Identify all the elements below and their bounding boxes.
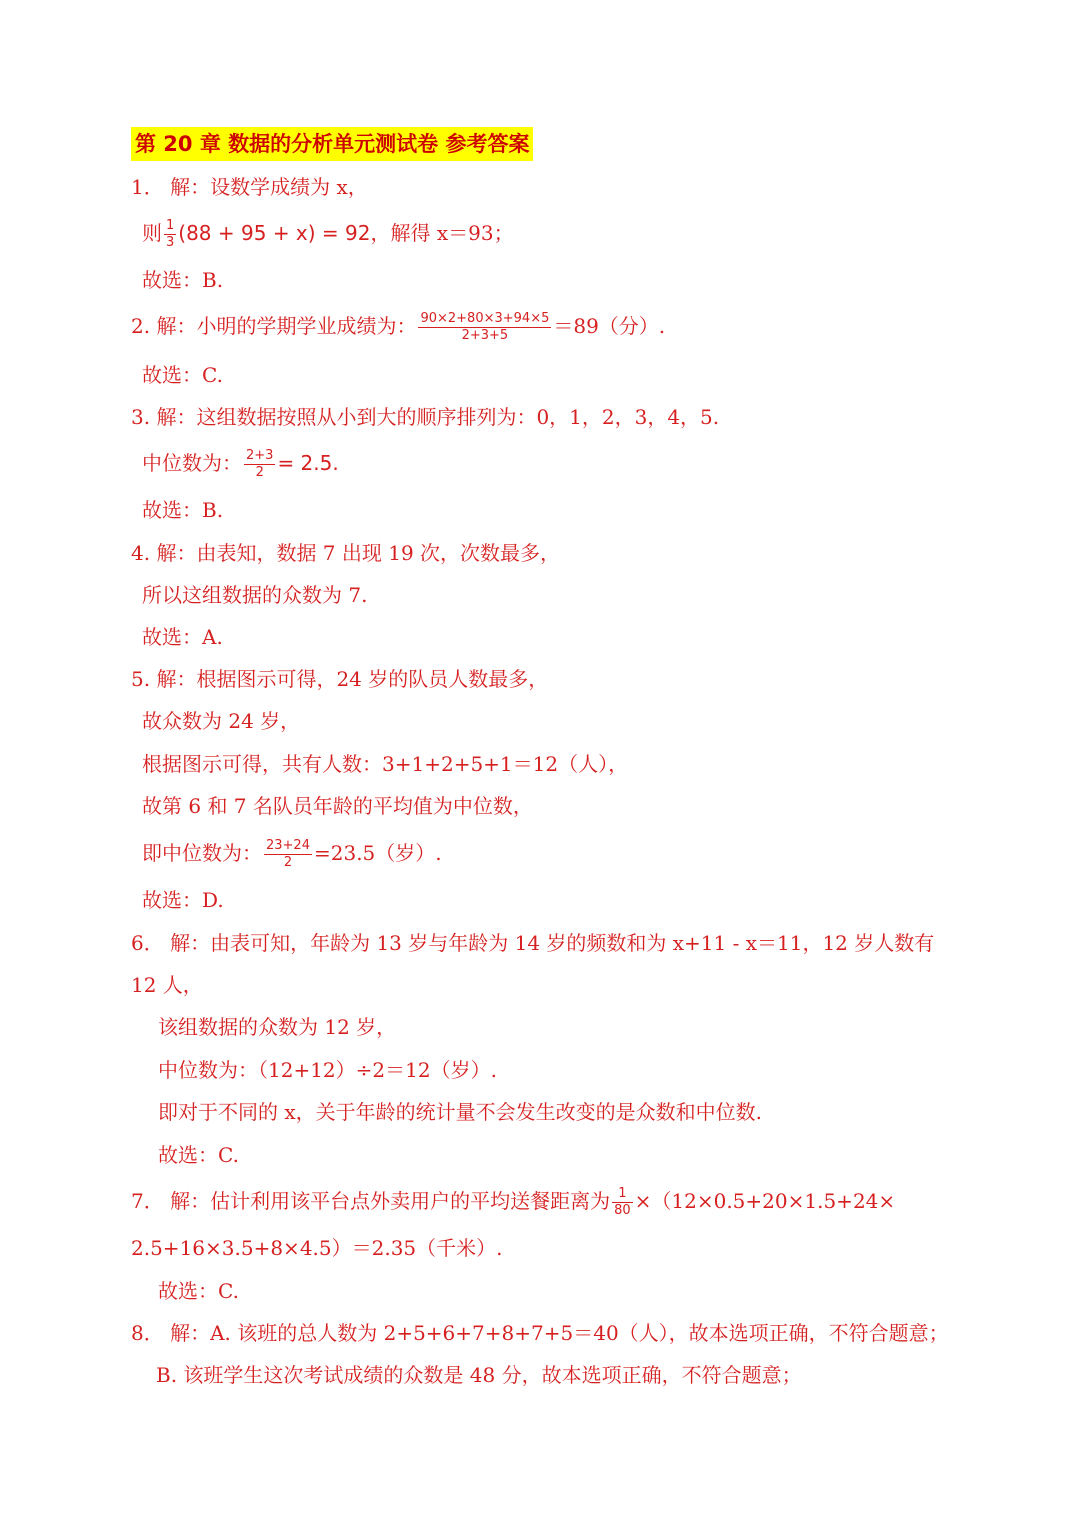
- q1-choice: 故选：B.: [142, 268, 224, 292]
- q5-line3: 根据图示可得，共有人数：3+1+2+5+1＝12（人），: [142, 752, 629, 776]
- q4-line2: 所以这组数据的众数为 7.: [142, 583, 368, 607]
- q1-line1: 1． 解：设数学成绩为 x，: [131, 175, 368, 199]
- q7-tail: ×（12×0.5+20×1.5+24×: [634, 1189, 896, 1213]
- q2-tail: ＝89（分）.: [553, 314, 666, 338]
- q7-frac-num: 1: [612, 1186, 633, 1203]
- q1-prefix: 则: [142, 221, 162, 245]
- q6-choice: 故选：C.: [158, 1143, 239, 1167]
- q6-line5: 即对于不同的 x，关于年龄的统计量不会发生改变的是众数和中位数.: [158, 1100, 762, 1124]
- q5-fraction: [264, 838, 312, 871]
- q7-line2: 2.5+16×3.5+8×4.5）＝2.35（千米）.: [131, 1236, 503, 1260]
- q2-frac-num: 90×2+80×3+94×5: [420, 311, 550, 326]
- q3-line2: [142, 448, 339, 481]
- q2-fraction: [418, 311, 551, 344]
- q1-frac-den: 3: [166, 235, 175, 250]
- q1-line2: [142, 218, 514, 251]
- q5-line4: 故第 6 和 7 名队员年龄的平均值为中位数，: [142, 794, 533, 818]
- q5-line1: 5. 解：根据图示可得，24 岁的队员人数最多，: [131, 667, 549, 691]
- q7-fraction: [612, 1186, 633, 1219]
- q8-line1: 8． 解：A. 该班的总人数为 2+5+6+7+8+7+5＝40（人），故本选项正确，不符合题意；: [131, 1321, 949, 1345]
- q1-frac-num: 1: [166, 218, 175, 233]
- q4-choice: 故选：A.: [142, 625, 223, 649]
- q3-frac-num: 2+3: [246, 448, 274, 463]
- q3-fraction: [244, 448, 275, 481]
- q3-line1: 3. 解：这组数据按照从小到大的顺序排列为：0，1，2，3，4，5.: [131, 405, 720, 429]
- page-title: 第 20 章 数据的分析单元测试卷 参考答案: [131, 127, 533, 161]
- q2-prefix: 2. 解：小明的学期学业成绩为：: [131, 314, 417, 338]
- q3-choice: 故选：B.: [142, 498, 224, 522]
- q6-line3: 该组数据的众数为 12 岁，: [158, 1015, 397, 1039]
- q7-frac-den: 80: [614, 1203, 631, 1218]
- q6-line1: 6． 解：由表可知，年龄为 13 岁与年龄为 14 岁的频数和为 x+11 - x＝11，12 岁人数有: [131, 931, 935, 955]
- q5-line5: [142, 838, 442, 871]
- q6-line2: 12 人，: [131, 973, 203, 997]
- q2-line1: [131, 311, 665, 344]
- q2-frac-den: 2+3+5: [461, 328, 509, 343]
- q4-line1: 4. 解：由表知，数据 7 出现 19 次，次数最多，: [131, 541, 561, 565]
- q5-line2: 故众数为 24 岁，: [142, 709, 301, 733]
- q3-prefix: 中位数为：: [142, 451, 242, 475]
- q3-frac-den: 2: [255, 465, 264, 480]
- q3-tail: = 2.5.: [277, 451, 339, 475]
- q8-line2: B. 该班学生这次考试成绩的众数是 48 分，故本选项正确，不符合题意；: [156, 1363, 802, 1387]
- q1-fraction: [164, 218, 176, 251]
- q5-choice: 故选：D.: [142, 888, 224, 912]
- q1-expression: (88 + 95 + x) = 92: [178, 221, 371, 245]
- q6-line4: 中位数为：（12+12）÷2＝12（岁）.: [158, 1058, 497, 1082]
- q5-frac-den: 2: [283, 855, 293, 870]
- q5-prefix: 即中位数为：: [142, 841, 262, 865]
- q7-choice: 故选：C.: [158, 1279, 239, 1303]
- q5-frac-num: 23+24: [266, 838, 310, 853]
- q1-tail: ，解得 x＝93；: [370, 221, 514, 245]
- q7-prefix: 7． 解：估计利用该平台点外卖用户的平均送餐距离为: [131, 1189, 611, 1213]
- q2-choice: 故选：C.: [142, 363, 223, 387]
- q5-tail: =23.5（岁）.: [313, 841, 442, 865]
- q7-line1: [131, 1186, 895, 1219]
